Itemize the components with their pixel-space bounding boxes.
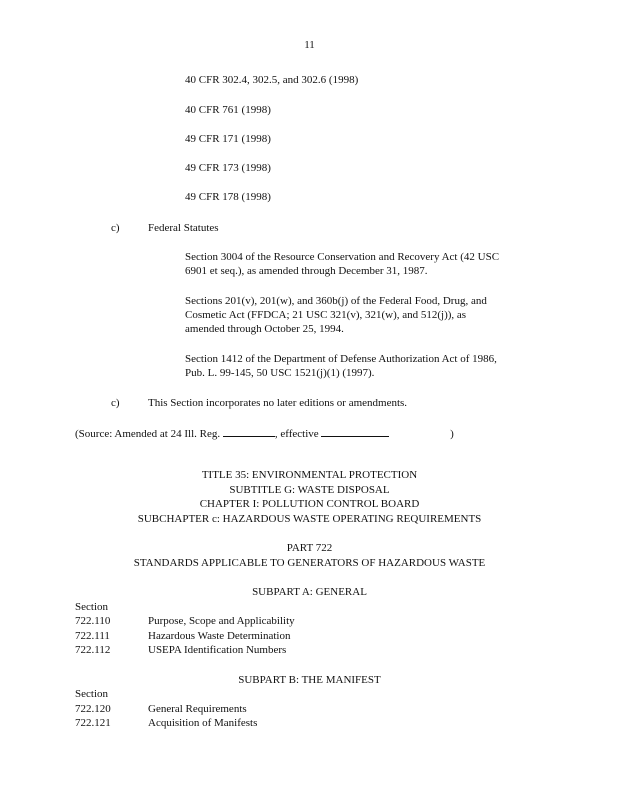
source-prefix: (Source: Amended at 24 Ill. Reg.: [75, 428, 221, 440]
subpart-heading: SUBPART A: GENERAL: [252, 586, 367, 598]
statute-line: Section 3004 of the Resource Conservation and Recovery Act (42 USC: [185, 251, 500, 263]
subtitle-line: SUBTITLE G: WASTE DISPOSAL: [229, 484, 390, 496]
section-title: Purpose, Scope and Applicability: [148, 615, 295, 627]
section-title: USEPA Identification Numbers: [148, 644, 287, 656]
cfr-reference: 40 CFR 761 (1998): [185, 104, 271, 116]
chapter-line: CHAPTER I: POLLUTION CONTROL BOARD: [199, 498, 420, 510]
section-number: 722.120: [75, 703, 111, 715]
section-number: 722.121: [75, 717, 111, 729]
cfr-reference: 49 CFR 178 (1998): [185, 191, 271, 203]
section-title: Acquisition of Manifests: [148, 717, 258, 729]
incorporation-note: This Section incorporates no later editions or amendments.: [148, 397, 408, 409]
federal-statutes-heading: Federal Statutes: [148, 222, 219, 234]
subchapter-line: SUBCHAPTER c: HAZARDOUS WASTE OPERATING REQUIREMENTS: [137, 513, 482, 525]
statute-line: Cosmetic Act (FFDCA; 21 USC 321(v), 321(w), and 512(j)), as: [185, 309, 467, 321]
statute-line: amended through October 25, 1994.: [185, 323, 344, 335]
source-middle: , effective: [274, 428, 319, 440]
title-line: TITLE 35: ENVIRONMENTAL PROTECTION: [201, 469, 418, 481]
section-label: Section: [75, 601, 108, 613]
section-label: Section: [75, 688, 108, 700]
cfr-reference: 49 CFR 171 (1998): [185, 133, 271, 145]
statute-paragraph: [185, 250, 499, 278]
section-title: General Requirements: [148, 703, 247, 715]
part-number: PART 722: [286, 542, 333, 554]
item-marker: c): [111, 222, 120, 234]
section-number: 722.112: [75, 644, 111, 656]
item-marker: c): [111, 397, 120, 409]
source-note: [75, 426, 454, 441]
cfr-reference: 49 CFR 173 (1998): [185, 162, 271, 174]
statute-line: Section 1412 of the Department of Defense Authorization Act of 1986,: [185, 353, 497, 365]
statute-line: 6901 et seq.), as amended through December 31, 1987.: [185, 265, 428, 277]
statute-line: Pub. L. 99-145, 50 USC 1521(j)(1) (1997).: [185, 367, 375, 379]
page-number: 11: [304, 39, 315, 51]
section-title: Hazardous Waste Determination: [148, 630, 291, 642]
section-number: 722.110: [75, 615, 111, 627]
cfr-reference: 40 CFR 302.4, 302.5, and 302.6 (1998): [185, 74, 359, 86]
blank-register-page: [223, 426, 275, 437]
section-number: 722.111: [75, 630, 110, 642]
statute-paragraph: [185, 294, 487, 336]
statute-line: Sections 201(v), 201(w), and 360b(j) of the Federal Food, Drug, and: [185, 295, 487, 307]
part-title: STANDARDS APPLICABLE TO GENERATORS OF HAZARDOUS WASTE: [133, 557, 486, 569]
source-suffix: ): [450, 428, 454, 440]
subpart-heading: SUBPART B: THE MANIFEST: [238, 674, 381, 686]
blank-effective-date: [321, 426, 389, 437]
statute-paragraph: [185, 352, 497, 380]
